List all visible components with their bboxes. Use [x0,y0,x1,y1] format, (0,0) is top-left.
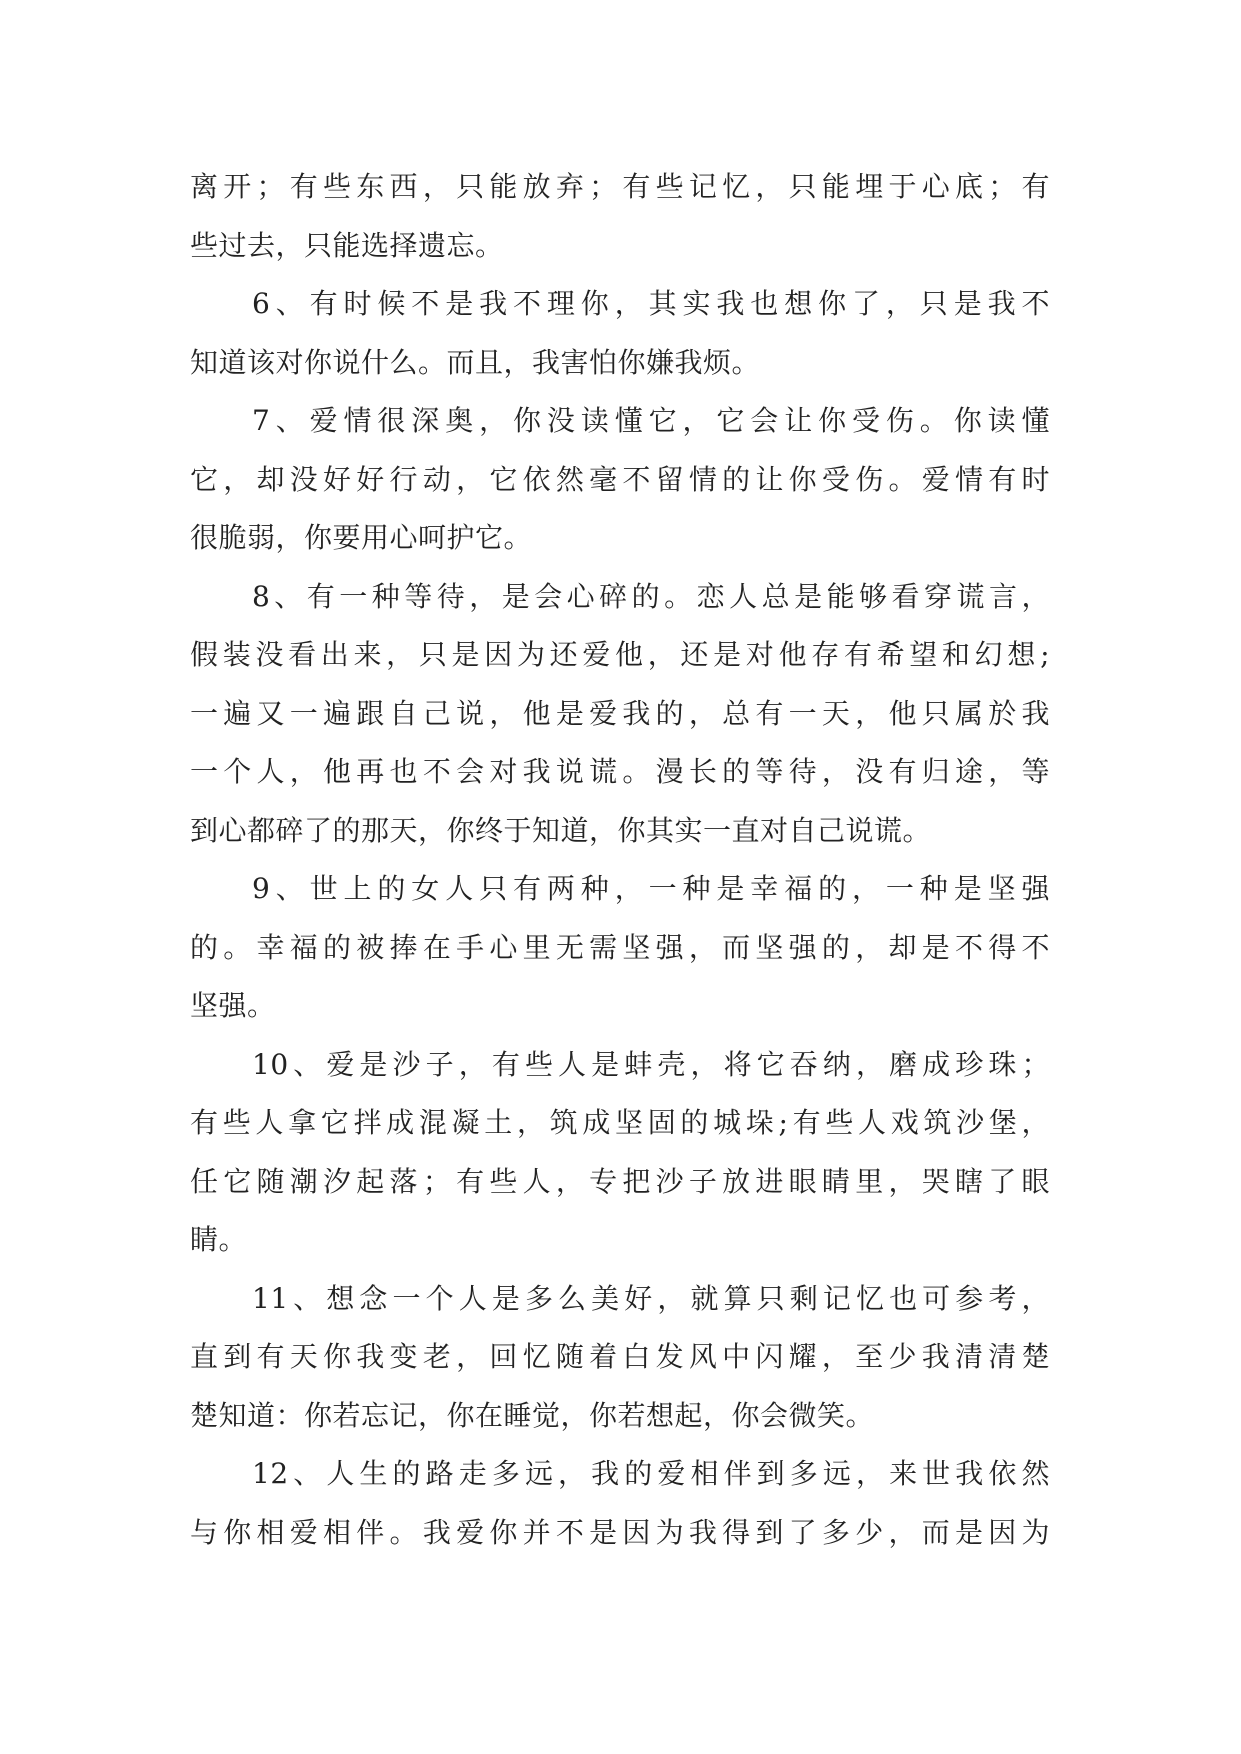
text-line: 9、世上的女人只有两种，一种是幸福的，一种是坚强 [252,872,1050,905]
text-line: 有些人拿它拌成混凝土，筑成坚固的城垛;有些人戏筑沙堡， [190,1106,1050,1139]
text-line: 坚强。 [190,989,276,1022]
text-line: 与你相爱相伴。我爱你并不是因为我得到了多少，而是因为 [190,1515,1050,1549]
text-line: 8、有一种等待，是会心碎的。恋人总是能够看穿谎言， [252,579,1050,613]
text-line: 些过去，只能选择遗忘。 [190,228,504,262]
text-line: 一遍又一遍跟自己说，他是爱我的，总有一天，他只属於我 [190,696,1050,730]
text-line: 离开；有些东西，只能放弃；有些记忆，只能埋于心底；有 [190,170,1050,203]
text-line: 假装没看出来，只是因为还爱他，还是对他存有希望和幻想; [190,638,1050,671]
text-line: 6、有时候不是我不理你，其实我也想你了，只是我不 [252,287,1050,320]
text-line: 的。幸福的被捧在手心里无需坚强，而坚强的，却是不得不 [190,930,1050,964]
text-line: 一个人，他再也不会对我说谎。漫长的等待，没有归途，等 [190,755,1050,788]
text-line: 睛。 [190,1223,248,1256]
text-line: 12、人生的路走多远，我的爱相伴到多远，来世我依然 [252,1457,1050,1490]
text-line: 楚知道：你若忘记，你在睡觉，你若想起，你会微笑。 [190,1398,875,1432]
document-body [190,158,1050,1562]
text-line: 任它随潮汐起落；有些人，专把沙子放进眼睛里，哭瞎了眼 [190,1164,1050,1198]
text-line: 它，却没好好行动，它依然毫不留情的让你受伤。爱情有时 [190,462,1050,496]
text-line: 7、爱情很深奥，你没读懂它，它会让你受伤。你读懂 [252,404,1050,437]
text-line: 知道该对你说什么。而且，我害怕你嫌我烦。 [190,345,761,379]
text-line: 10、爱是沙子，有些人是蚌壳，将它吞纳，磨成珍珠； [252,1047,1050,1081]
text-line: 很脆弱，你要用心呵护它。 [190,521,533,554]
text-line: 到心都碎了的那天，你终于知道，你其实一直对自己说谎。 [190,813,932,847]
text-line: 直到有天你我变老，回忆随着白发风中闪耀，至少我清清楚 [190,1340,1050,1373]
text-line: 11、想念一个人是多么美好，就算只剩记忆也可参考， [252,1281,1050,1315]
